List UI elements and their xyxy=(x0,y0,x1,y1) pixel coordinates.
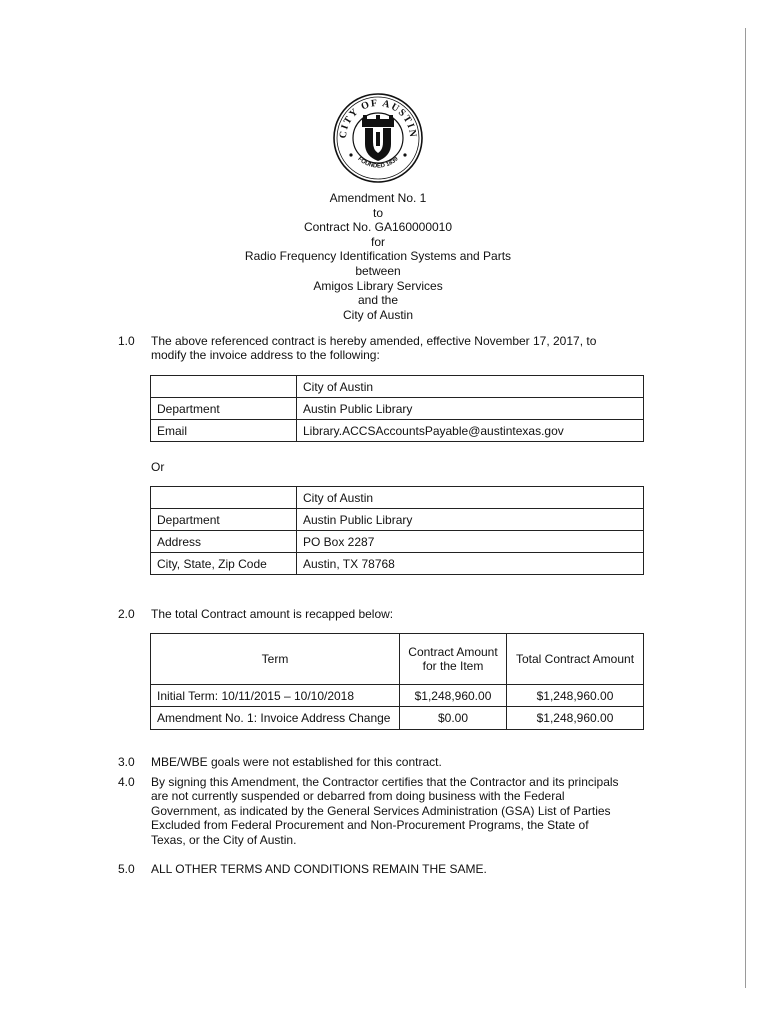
table-cell: Amendment No. 1: Invoice Address Change xyxy=(151,707,400,730)
seal-bottom-text: FOUNDED 1839 xyxy=(356,156,400,170)
section-4-number: 4.0 xyxy=(118,775,135,789)
section-4-text: By signing this Amendment, the Contractor certifies that the Contractor and its principals are not currently suspended or debarred from doing business with the Federal Government, as indicated by the General Services Administration (GSA) List of Parties Excluded from Federal Procurement and Non-Procurement Programs, the State of Texas, or the City of Austin. xyxy=(151,775,619,847)
table-row xyxy=(151,685,644,707)
section-2-number: 2.0 xyxy=(118,607,135,621)
title-line: to xyxy=(372,205,383,220)
table-cell: Initial Term: 10/11/2015 – 10/10/2018 xyxy=(151,685,400,707)
section-1-number: 1.0 xyxy=(118,334,135,348)
table-cell: Address xyxy=(151,531,297,553)
invoice-email-table xyxy=(150,375,644,442)
title-line: for xyxy=(370,234,385,249)
table-cell: Department xyxy=(151,509,297,531)
table-row xyxy=(151,420,644,442)
city-of-austin-seal xyxy=(332,92,424,184)
table-cell: City of Austin xyxy=(297,487,644,509)
table-cell: Austin, TX 78768 xyxy=(297,553,644,575)
title-line: Amigos Library Services xyxy=(313,278,443,293)
table-cell: Email xyxy=(151,420,297,442)
table-cell: $1,248,960.00 xyxy=(507,707,644,730)
table-row xyxy=(151,509,644,531)
section-3-text: MBE/WBE goals were not established for this contract. xyxy=(151,755,442,769)
title-line: and the xyxy=(357,293,399,308)
table-row xyxy=(151,487,644,509)
table-row xyxy=(151,376,644,398)
table-cell: City, State, Zip Code xyxy=(151,553,297,575)
header-term: Term xyxy=(151,634,400,685)
section-1-text: The above referenced contract is hereby amended, effective November 17, 2017, to modify the invoice address to the following: xyxy=(151,334,597,363)
table-row xyxy=(151,553,644,575)
contract-recap-table xyxy=(150,633,644,730)
section-5-text: ALL OTHER TERMS AND CONDITIONS REMAIN THE SAME. xyxy=(151,862,487,876)
table-cell: $1,248,960.00 xyxy=(400,685,507,707)
section-3-number: 3.0 xyxy=(118,755,135,769)
table-cell: Austin Public Library xyxy=(297,509,644,531)
title-line: City of Austin xyxy=(342,307,414,322)
or-label: Or xyxy=(151,460,165,474)
title-line: Contract No. GA160000010 xyxy=(303,220,453,235)
table-cell xyxy=(151,487,297,509)
scan-edge-line xyxy=(745,28,746,988)
seal-top-text: CITY OF AUSTIN xyxy=(337,97,419,139)
section-5-number: 5.0 xyxy=(118,862,135,876)
table-cell: PO Box 2287 xyxy=(297,531,644,553)
table-cell: City of Austin xyxy=(297,376,644,398)
table-row xyxy=(151,707,644,730)
table-cell: Department xyxy=(151,398,297,420)
table-row xyxy=(151,398,644,420)
section-2-text: The total Contract amount is recapped below: xyxy=(151,607,394,621)
table-cell: $1,248,960.00 xyxy=(507,685,644,707)
title-line: Amendment No. 1 xyxy=(329,191,427,205)
table-row xyxy=(151,531,644,553)
title-line: between xyxy=(355,263,401,278)
title-block xyxy=(200,191,556,322)
title-line: Radio Frequency Identification Systems and Parts xyxy=(244,249,512,264)
table-cell: Austin Public Library xyxy=(297,398,644,420)
table-cell xyxy=(151,376,297,398)
invoice-address-table xyxy=(150,486,644,575)
table-header-row xyxy=(151,634,644,685)
table-cell: $0.00 xyxy=(400,707,507,730)
header-contract-amount: Contract Amount for the Item xyxy=(400,634,507,685)
table-cell: Library.ACCSAccountsPayable@austintexas.gov xyxy=(297,420,644,442)
header-total-amount: Total Contract Amount xyxy=(507,634,644,685)
